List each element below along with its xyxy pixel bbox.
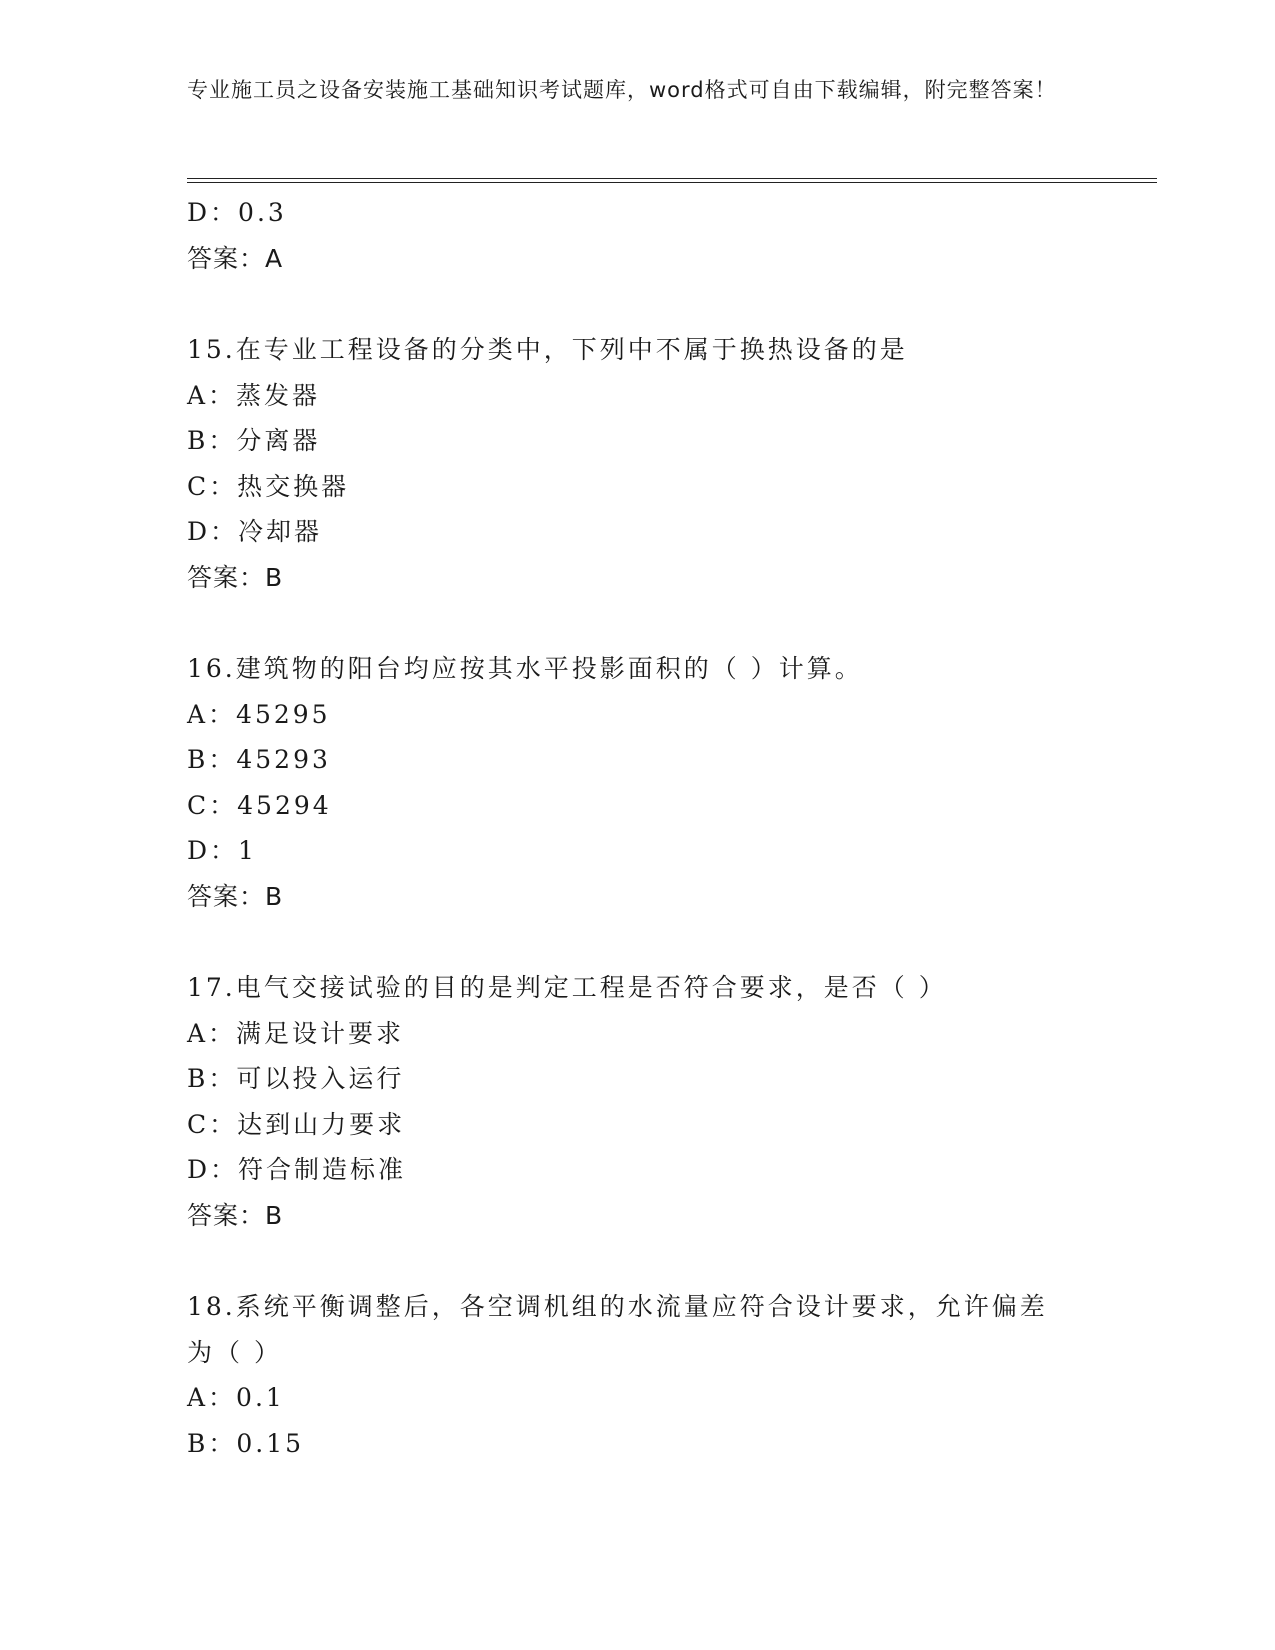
option-c: C：45294 [187, 790, 332, 820]
option-c: C：达到山力要求 [187, 1109, 406, 1139]
option-b: B：分离器 [187, 426, 321, 455]
question-stem: 16.建筑物的阳台均应按其水平投影面积的（ ）计算。 [187, 654, 863, 683]
option-d: D：冷却器 [187, 517, 323, 546]
option-d: D：1 [187, 836, 257, 865]
spacer [187, 600, 1087, 646]
spacer [187, 281, 1087, 327]
option-a: A：满足设计要求 [187, 1018, 405, 1048]
page-header: 专业施工员之设备安装施工基础知识考试题库，word格式可自由下载编辑，附完整答案！ [187, 78, 1057, 102]
option-d: D：0.3 [187, 198, 287, 227]
option-a: A：45295 [187, 699, 331, 729]
answer: 答案：B [187, 881, 284, 911]
option-b: B：45293 [187, 745, 331, 774]
spacer [187, 1238, 1087, 1284]
option-d: D：符合制造标准 [187, 1155, 407, 1184]
question-stem: 17.电气交接试验的目的是判定工程是否符合要求，是否（ ） [187, 973, 947, 1002]
option-c: C：热交换器 [187, 471, 350, 501]
answer: 答案：B [187, 1200, 284, 1230]
header-rule-top [187, 178, 1157, 179]
header-rule-bottom [187, 182, 1157, 183]
question-stem: 18.系统平衡调整后，各空调机组的水流量应符合设计要求，允许偏差 [187, 1292, 1048, 1321]
option-b: B：0.15 [187, 1428, 305, 1458]
question-content [187, 190, 1087, 1466]
answer: 答案：B [187, 562, 284, 592]
spacer [187, 919, 1087, 965]
answer: 答案：A [187, 243, 284, 273]
question-stem-continued: 为（ ） [187, 1337, 282, 1367]
option-b: B：可以投入运行 [187, 1064, 405, 1093]
option-a: A：蒸发器 [187, 380, 321, 410]
option-a: A：0.1 [187, 1383, 285, 1412]
question-stem: 15.在专业工程设备的分类中，下列中不属于换热设备的是 [187, 335, 908, 364]
